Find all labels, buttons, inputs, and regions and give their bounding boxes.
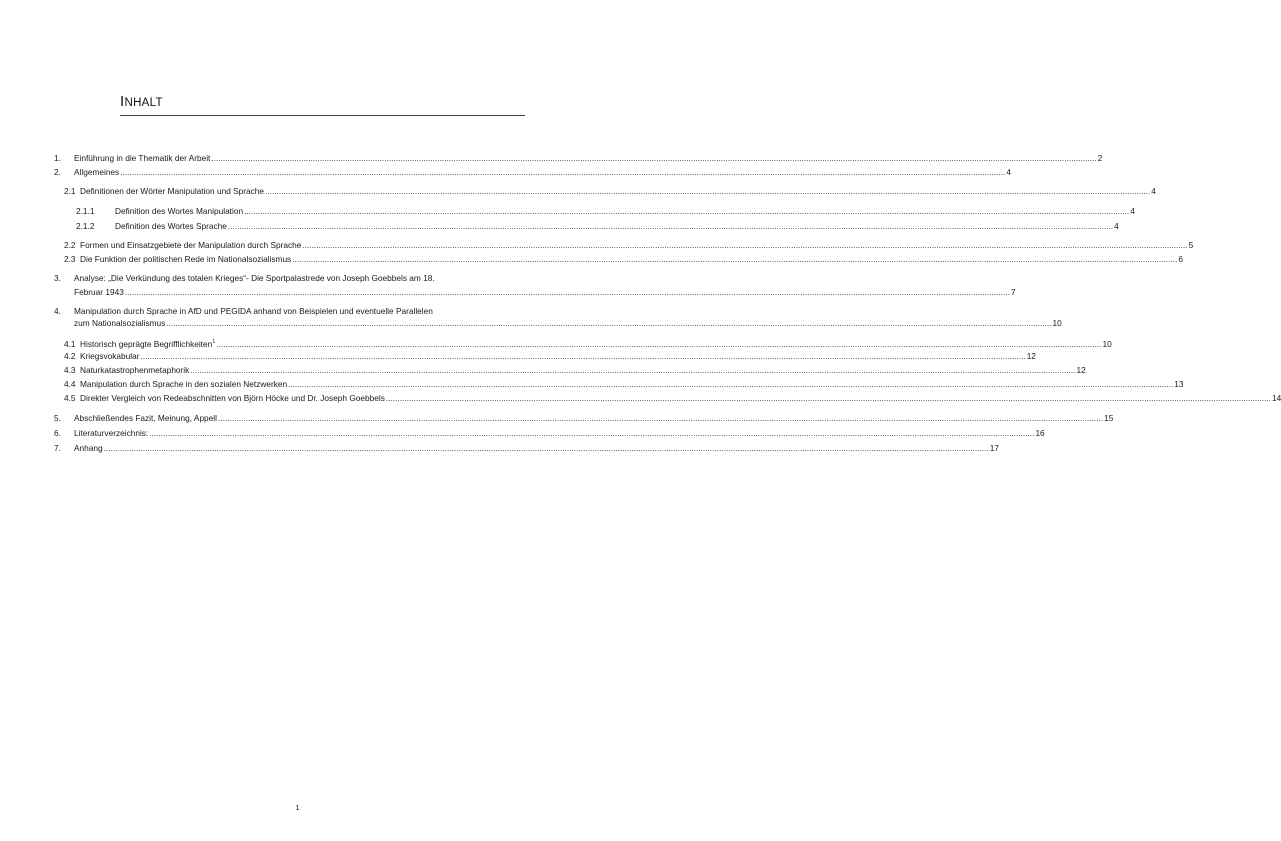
- toc-entry-page: 16: [1035, 428, 1045, 438]
- toc-dot-leader: [141, 351, 1026, 361]
- toc-entry-page: 14: [1272, 393, 1281, 403]
- heading-rest: NHALT: [124, 97, 163, 109]
- toc-dot-leader: [190, 365, 1075, 375]
- toc-entry-page: 2: [1097, 153, 1103, 163]
- toc-entry-4[interactable]: [74, 318, 1062, 328]
- toc-dot-leader: [244, 206, 1129, 216]
- toc-entry-number: 4.: [54, 306, 61, 316]
- toc-entry-title: Definition des Wortes Manipulation: [115, 206, 244, 216]
- toc-entry-page: 7: [1011, 287, 1016, 297]
- toc-entry-page: 17: [989, 443, 1000, 453]
- toc-entry-page: 13: [1174, 379, 1184, 389]
- toc-dot-leader: [386, 393, 1271, 403]
- toc-entry-page: 15: [1104, 413, 1114, 423]
- toc-entry-title: Manipulation durch Sprache in AfD und PEGIDA anhand von Beispielen und eventuelle Parallelen: [74, 306, 433, 316]
- toc-entry-number: 3.: [54, 273, 61, 283]
- toc-entry-title: Definitionen der Wörter Manipulation und Sprache: [80, 186, 265, 196]
- toc-entry-number: 2.3: [64, 254, 76, 264]
- toc-entry-2-1-1[interactable]: [76, 206, 1135, 216]
- toc-entry-number: 2.1.1: [76, 206, 95, 216]
- toc-entry-title: Analyse: „Die Verkündung des totalen Krieges“- Die Sportpalastrede von Joseph Goebbels am 18.: [74, 273, 435, 283]
- toc-dot-leader: [211, 153, 1096, 163]
- toc-dot-leader: [120, 167, 1005, 177]
- toc-entry-number: 1.: [54, 153, 61, 163]
- toc-entry-title: Kriegsvokabular: [80, 351, 140, 361]
- toc-entry-2[interactable]: [54, 167, 1012, 177]
- toc-dot-leader: [288, 379, 1173, 389]
- toc-entry-title: Einführung in die Thematik der Arbeit: [74, 153, 211, 163]
- toc-entry-number: 6.: [54, 428, 61, 438]
- toc-entry-page: 12: [1026, 351, 1036, 361]
- toc-entry-4-1[interactable]: [64, 337, 1112, 349]
- toc-dot-leader: [265, 186, 1150, 196]
- toc-entry-page: 5: [1188, 240, 1194, 250]
- toc-entry-title: Anhang: [74, 443, 103, 453]
- toc-entry-title: Definition des Wortes Sprache: [115, 221, 227, 231]
- toc-entry-title: Literaturverzeichnis:: [74, 428, 149, 438]
- toc-dot-leader: [149, 428, 1034, 438]
- toc-entry-title: Formen und Einsatzgebiete der Manipulation durch Sprache: [80, 240, 302, 250]
- toc-dot-leader: [125, 287, 1010, 297]
- toc-entry-1[interactable]: [54, 153, 1103, 163]
- toc-entry-number: 2.1: [64, 186, 76, 196]
- toc-entry-title-continued: zum Nationalsozialismus: [74, 318, 166, 328]
- toc-entry-page: 4: [1006, 167, 1012, 177]
- toc-entry-page: 10: [1052, 318, 1062, 328]
- toc-entry-number: 4.3: [64, 365, 76, 375]
- toc-entry-4-first-line[interactable]: [54, 306, 433, 316]
- toc-entry-number: 4.2: [64, 351, 76, 361]
- toc-entry-page: 10: [1102, 338, 1112, 349]
- toc-dot-leader: [228, 221, 1113, 231]
- toc-entry-page: 4: [1130, 206, 1135, 216]
- toc-entry-number: 2.2: [64, 240, 76, 250]
- toc-entry-title-text: Historisch geprägte Begrifflichkeiten: [80, 338, 213, 349]
- toc-entry-number: 4.1: [64, 338, 76, 349]
- page-number: 1: [295, 803, 300, 812]
- heading-first-letter: I: [120, 93, 125, 110]
- toc-entry-title: Die Funktion der politischen Rede im Nationalsozialismus: [80, 254, 292, 264]
- toc-entry-number: 2.1.2: [76, 221, 95, 231]
- toc-entry-6[interactable]: [54, 428, 1045, 438]
- toc-entry-2-3[interactable]: [64, 254, 1184, 264]
- toc-entry-3-first-line[interactable]: [54, 273, 435, 283]
- toc-entry-number: 4.5: [64, 393, 76, 403]
- toc-dot-leader: [216, 339, 1101, 349]
- toc-dot-leader: [292, 254, 1177, 264]
- toc-entry-page: 12: [1076, 365, 1086, 375]
- toc-entry-title: Direkter Vergleich von Redeabschnitten von Björn Höcke und Dr. Joseph Goebbels: [80, 393, 385, 403]
- toc-dot-leader: [302, 240, 1187, 250]
- toc-entry-page: 4: [1114, 221, 1119, 231]
- toc-entry-title: Allgemeines: [74, 167, 120, 177]
- toc-entry-5[interactable]: [54, 413, 1114, 423]
- toc-dot-leader: [104, 443, 989, 453]
- toc-dot-leader: [166, 318, 1051, 328]
- toc-entry-3[interactable]: [74, 287, 1016, 297]
- toc-entry-number: 4.4: [64, 379, 76, 389]
- toc-entry-2-2[interactable]: [64, 240, 1194, 250]
- toc-entry-2-1[interactable]: [64, 186, 1156, 196]
- toc-entry-4-5[interactable]: [64, 393, 1281, 403]
- toc-entry-4-4[interactable]: [64, 379, 1184, 389]
- toc-entry-page: 6: [1178, 254, 1184, 264]
- toc-entry-title: Naturkatastrophenmetaphorik: [80, 365, 190, 375]
- toc-entry-title-continued: Februar 1943: [74, 287, 124, 297]
- toc-entry-title: Manipulation durch Sprache in den sozialen Netzwerken: [80, 379, 288, 389]
- toc-entry-page: 4: [1151, 186, 1156, 196]
- toc-entry-4-3[interactable]: [64, 365, 1086, 375]
- footnote-marker: 1: [212, 339, 216, 345]
- toc-dot-leader: [218, 413, 1103, 423]
- toc-entry-4-2[interactable]: [64, 351, 1036, 361]
- toc-entry-number: 7.: [54, 443, 61, 453]
- toc-entry-7[interactable]: [54, 443, 1000, 453]
- toc-entry-number: 2.: [54, 167, 61, 177]
- toc-entry-title: [80, 337, 215, 349]
- toc-entry-2-1-2[interactable]: [76, 221, 1119, 231]
- toc-entry-title: Abschließendes Fazit, Meinung, Appell: [74, 413, 217, 423]
- toc-entry-number: 5.: [54, 413, 61, 423]
